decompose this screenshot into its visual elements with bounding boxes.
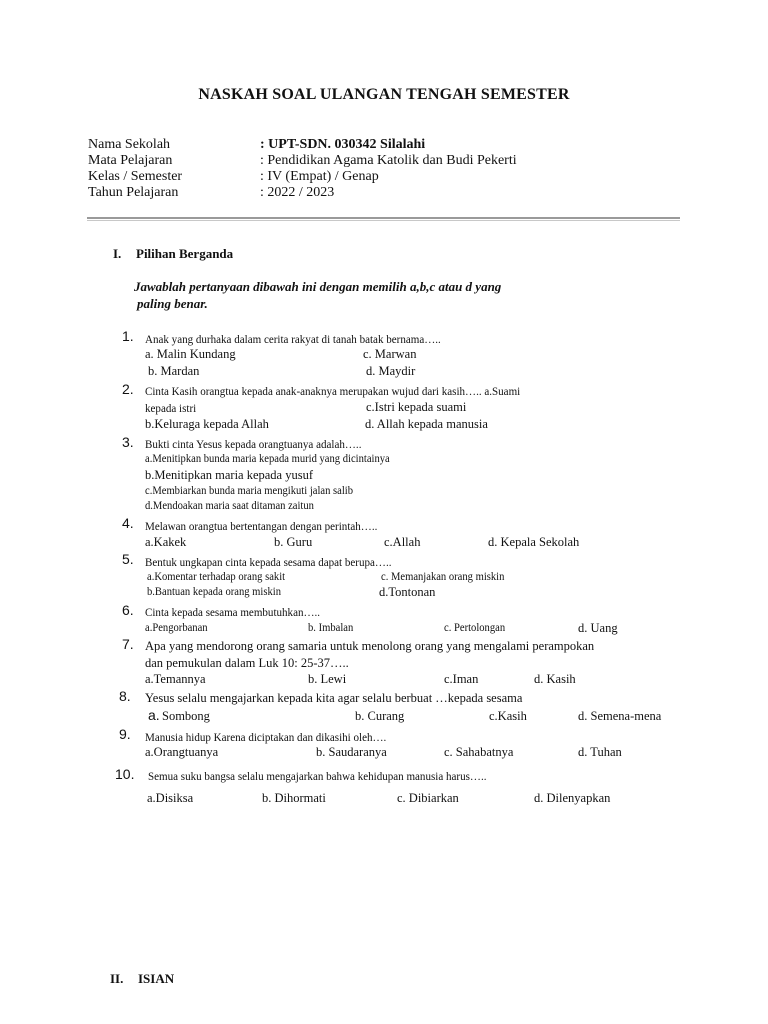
question-text: Melawan orangtua bertentangan dengan perintah…..: [145, 519, 378, 533]
question-text: Semua suku bangsa selalu mengajarkan bahwa kehidupan manusia harus…..: [148, 769, 487, 783]
section-2-numeral: II.: [110, 971, 124, 986]
option: b.Bantuan kepada orang miskin: [147, 586, 281, 598]
option: c.Membiarkan bunda maria mengikuti jalan salib: [145, 485, 354, 497]
question-number: 1.: [122, 328, 134, 344]
option: c. Memanjakan orang miskin: [381, 571, 505, 583]
section-1-heading: Pilihan Berganda: [136, 246, 234, 261]
option: a.Pengorbanan: [145, 622, 208, 634]
option: c. Sahabatnya: [444, 745, 514, 759]
option: d. Tuhan: [578, 745, 622, 759]
option: b.Menitipkan maria kepada yusuf: [145, 468, 314, 482]
question-text-cont: dan pemukulan dalam Luk 10: 25-37…..: [145, 656, 349, 670]
option: c. Marwan: [363, 347, 417, 361]
question-number: 2.: [122, 381, 134, 397]
question-number: 7.: [122, 636, 134, 652]
value-school: : UPT-SDN. 030342 Silalahi: [260, 137, 426, 152]
question-text: Bentuk ungkapan cinta kepada sesama dapat berupa…..: [145, 555, 392, 569]
question-text: Yesus selalu mengajarkan kepada kita agar selalu berbuat …kepada sesama: [145, 691, 523, 705]
option: d. Allah kepada manusia: [365, 417, 488, 431]
option: a. Malin Kundang: [145, 347, 236, 361]
instruction-line-1: Jawablah pertanyaan dibawah ini dengan memilih a,b,c atau d yang: [134, 279, 502, 294]
question-text: Cinta Kasih orangtua kepada anak-anaknya merupakan wujud dari kasih….. a.Suami: [145, 384, 521, 398]
question-number: 8.: [119, 688, 131, 704]
option: a.Komentar terhadap orang sakit: [147, 571, 286, 583]
option: b. Guru: [274, 535, 313, 549]
option: c.Kasih: [489, 709, 527, 723]
section-1-numeral: I.: [113, 246, 122, 261]
question-number: 3.: [122, 434, 134, 450]
option: b.Keluraga kepada Allah: [145, 417, 269, 431]
option: a.Kakek: [145, 535, 187, 549]
question-number: 10.: [115, 766, 135, 782]
option: d.Tontonan: [379, 585, 436, 599]
option: c. Pertolongan: [444, 622, 506, 634]
label-year: Tahun Pelajaran: [88, 185, 179, 200]
label-subject: Mata Pelajaran: [88, 153, 173, 168]
label-school: Nama Sekolah: [88, 137, 171, 152]
question-number: 6.: [122, 602, 134, 618]
option: a.Disiksa: [147, 791, 194, 805]
option: d. Maydir: [366, 364, 416, 378]
question-text: Cinta kepada sesama membutuhkan…..: [145, 605, 321, 619]
option: Sombong: [162, 709, 210, 723]
option: a.Orangtuanya: [145, 745, 219, 759]
option: d. Kepala Sekolah: [488, 535, 580, 549]
option: d. Semena-mena: [578, 709, 662, 723]
question-text: Bukti cinta Yesus kepada orangtuanya adalah…..: [145, 437, 362, 451]
option: c. Dibiarkan: [397, 791, 459, 805]
option: b. Dihormati: [262, 791, 326, 805]
option: d. Uang: [578, 621, 618, 635]
question-text: Apa yang mendorong orang samaria untuk menolong orang yang mengalami perampokan: [145, 639, 595, 653]
label-class: Kelas / Semester: [88, 169, 183, 184]
option: d. Dilenyapkan: [534, 791, 611, 805]
instruction-line-2: paling benar.: [137, 296, 208, 311]
option: d. Kasih: [534, 672, 576, 686]
option: b. Saudaranya: [316, 745, 387, 759]
option: b. Lewi: [308, 672, 347, 686]
question-number: 4.: [122, 515, 134, 531]
value-year: : 2022 / 2023: [260, 185, 335, 200]
value-subject: : Pendidikan Agama Katolik dan Budi Pekerti: [260, 153, 517, 168]
section-2-heading: ISIAN: [138, 971, 175, 986]
option: b. Curang: [355, 709, 405, 723]
option-letter: a.: [148, 707, 160, 723]
question-text: Anak yang durhaka dalam cerita rakyat di tanah batak bernama…..: [145, 332, 441, 346]
question-text: Manusia hidup Karena diciptakan dan dikasihi oleh….: [145, 730, 387, 744]
value-class: : IV (Empat) / Genap: [260, 169, 379, 184]
option: b. Mardan: [148, 364, 200, 378]
divider-shadow: [87, 220, 680, 221]
option: c.Allah: [384, 535, 421, 549]
option: a.Menitipkan bunda maria kepada murid yang dicintainya: [145, 453, 390, 465]
divider: [87, 217, 680, 219]
question-text-cont: kepada istri: [145, 401, 197, 415]
option: d.Mendoakan maria saat ditaman zaitun: [145, 500, 314, 512]
page-title: NASKAH SOAL ULANGAN TENGAH SEMESTER: [198, 86, 570, 103]
option: a.Temannya: [145, 672, 206, 686]
option: b. Imbalan: [308, 622, 354, 634]
question-number: 5.: [122, 551, 134, 567]
option: c.Istri kepada suami: [366, 400, 467, 414]
question-number: 9.: [119, 726, 131, 742]
option: c.Iman: [444, 672, 479, 686]
